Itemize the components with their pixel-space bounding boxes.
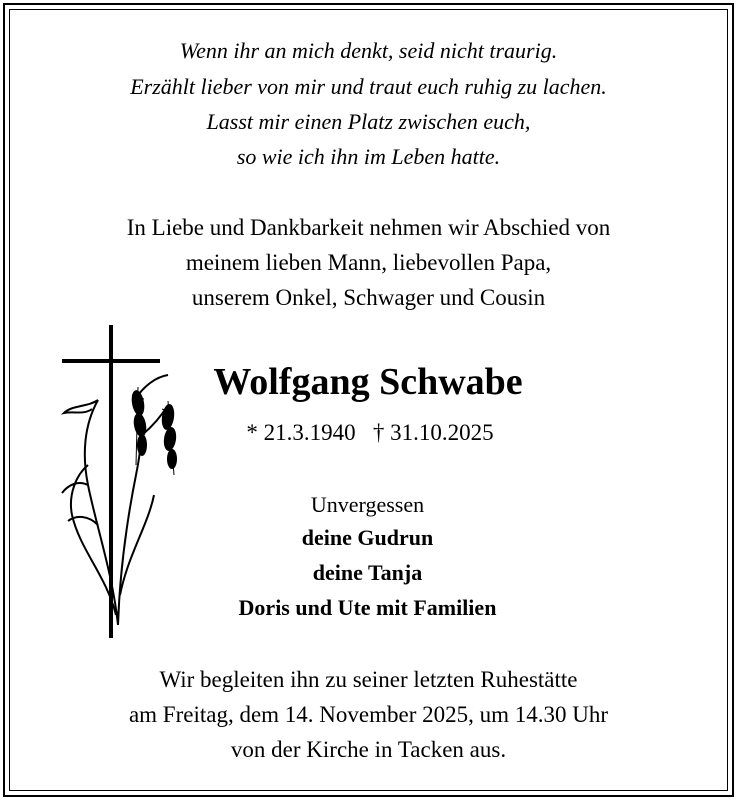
mourner-name-3: Doris und Ute mit Familien [238,595,497,620]
closing-line-1: Wir begleiten ihn zu seiner letzten Ruhestätte [159,667,578,692]
mourner-name-2: deine Tanja [312,560,423,585]
deceased-name: Wolfgang Schwabe [213,361,523,403]
intro-line-2: meinem lieben Mann, liebevollen Papa, [185,250,552,275]
mourner-name-1: deine Gudrun [301,525,434,550]
cross-with-wheat-icon [58,325,188,640]
closing-line-2: am Freitag, dem 14. November 2025, um 14.30 Uhr [128,702,609,727]
closing-line-3: von der Kirche in Tacken aus. [230,737,507,762]
life-dates: * 21.3.1940 † 31.10.2025 [246,420,494,445]
poem-line-3: Lasst mir einen Platz zwischen euch, [206,109,531,134]
mourners-lead: Unvergessen [310,492,425,517]
poem-line-2: Erzählt lieber von mir und traut euch ruhig zu lachen. [130,74,607,99]
poem-line-4: so wie ich ihn im Leben hatte. [236,144,501,169]
intro-line-3: unserem Onkel, Schwager und Cousin [191,285,546,310]
intro-line-1: In Liebe und Dankbarkeit nehmen wir Abschied von [126,215,611,240]
poem-line-1: Wenn ihr an mich denkt, seid nicht traurig. [179,38,558,63]
